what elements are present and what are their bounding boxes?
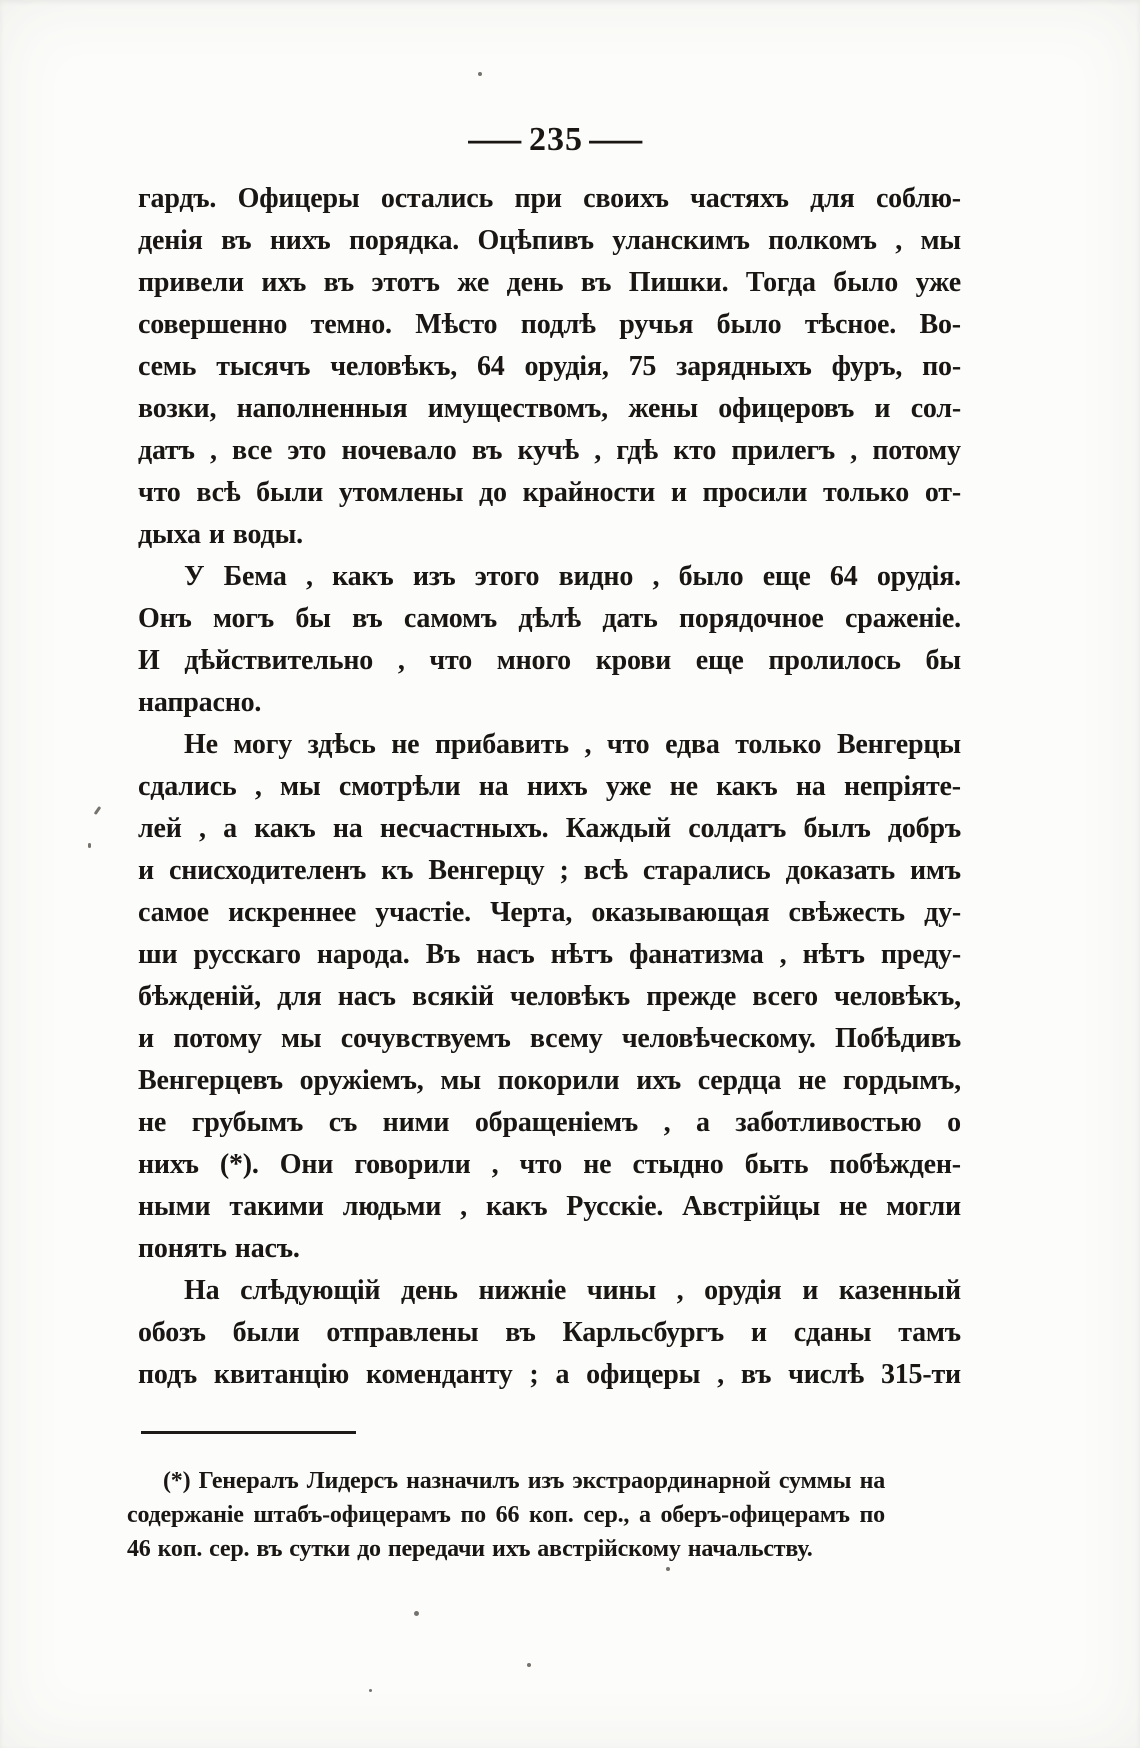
text-line: привели ихъ въ этотъ же день въ Пишки. Тогда было уже <box>138 267 961 298</box>
text-line: возки, наполненныя имуществомъ, жены офицеровъ и сол- <box>138 393 961 424</box>
ink-speck <box>88 843 91 848</box>
footnote-separator <box>141 1431 356 1434</box>
text-line: самое искреннее участіе. Черта, оказывающая свѣжесть ду- <box>138 897 961 928</box>
page-header <box>0 118 1112 161</box>
text-line: обозъ были отправлены въ Карльсбургъ и сданы тамъ <box>138 1317 961 1348</box>
footnote-text <box>127 1468 885 1570</box>
text-line: и снисходителенъ къ Венгерцу ; всѣ старались доказать имъ <box>138 855 961 886</box>
page-number: 235 <box>529 121 583 158</box>
text-line: И дѣйствительно , что много крови еще пролилось бы <box>138 645 961 676</box>
text-line: что всѣ были утомлены до крайности и просили только от- <box>138 477 961 508</box>
ink-speck <box>94 806 102 815</box>
text-line: лей , а какъ на несчастныхъ. Каждый солдатъ былъ добръ <box>138 813 961 844</box>
ink-speck <box>414 1611 419 1616</box>
text-line: дыха и воды. <box>138 519 303 550</box>
text-line: денія въ нихъ порядка. Оцѣпивъ уланскимъ полкомъ , мы <box>138 225 961 256</box>
text-line: 46 коп. сер. въ сутки до передачи ихъ австрійскому начальству. <box>127 1536 813 1562</box>
text-line: бѣжденій, для насъ всякій человѣкъ прежде всего человѣкъ, <box>138 981 961 1012</box>
text-line: На слѣдующій день нижніе чины , орудія и казенный <box>184 1275 961 1306</box>
ink-speck <box>478 72 482 76</box>
text-line: Не могу здѣсь не прибавить , что едва только Венгерцы <box>184 729 961 760</box>
text-line: семь тысячъ человѣкъ, 64 орудія, 75 зарядныхъ фуръ, по- <box>138 351 961 382</box>
text-line: и потому мы сочувствуемъ всему человѣческому. Побѣдивъ <box>138 1023 961 1054</box>
ink-speck <box>666 1567 670 1571</box>
ink-speck <box>527 1663 531 1667</box>
text-line: ши русскаго народа. Въ насъ нѣтъ фанатизма , нѣтъ преду- <box>138 939 961 970</box>
text-line: подъ квитанцію коменданту ; а офицеры , въ числѣ 315-ти <box>138 1359 961 1390</box>
text-line: содержаніе штабъ-офицерамъ по 66 коп. сер., а оберъ-офицерамъ по <box>127 1502 885 1528</box>
text-line: ными такими людьми , какъ Русскіе. Австрійцы не могли <box>138 1191 961 1222</box>
text-line: Онъ могъ бы въ самомъ дѣлѣ дать порядочное сраженіе. <box>138 603 961 634</box>
body-text <box>138 183 961 1401</box>
header-dash-right: — <box>589 118 644 161</box>
ink-speck <box>369 1689 372 1692</box>
text-line: напрасно. <box>138 687 262 718</box>
text-line: (*) Генералъ Лидерсъ назначилъ изъ экстраординарной суммы на <box>163 1468 885 1494</box>
header-dash-left: — <box>468 118 523 161</box>
text-line: совершенно темно. Мѣсто подлѣ ручья было тѣсное. Во- <box>138 309 961 340</box>
text-line: Венгерцевъ оружіемъ, мы покорили ихъ сердца не гордымъ, <box>138 1065 961 1096</box>
text-line: понять насъ. <box>138 1233 300 1264</box>
text-line: датъ , все это ночевало въ кучѣ , гдѣ кто прилегъ , потому <box>138 435 961 466</box>
text-line: нихъ (*). Они говорили , что не стыдно быть побѣжден- <box>138 1149 961 1180</box>
text-line: сдались , мы смотрѣли на нихъ уже не какъ на непріяте- <box>138 771 961 802</box>
text-line: гардъ. Офицеры остались при своихъ частяхъ для соблю- <box>138 183 961 214</box>
text-line: не грубымъ съ ними обращеніемъ , а заботливостью о <box>138 1107 961 1138</box>
text-line: У Бема , какъ изъ этого видно , было еще 64 орудія. <box>184 561 961 592</box>
